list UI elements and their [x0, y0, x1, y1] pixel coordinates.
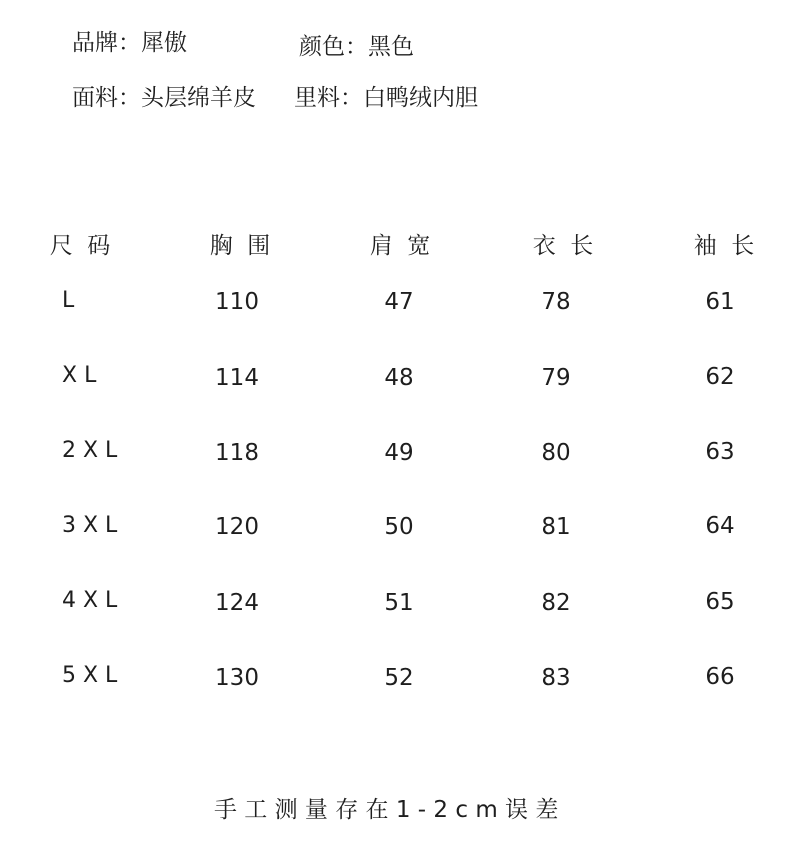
size-cell: L	[62, 288, 75, 313]
color-row	[299, 33, 414, 61]
shoulder-cell: 51	[384, 590, 414, 616]
header-size: 尺 码	[49, 233, 111, 259]
header-chest: 胸 围	[209, 233, 271, 259]
chest-cell: 118	[215, 440, 259, 466]
size-cell: 3 X L	[62, 513, 118, 538]
sleeve-cell: 63	[705, 439, 735, 465]
size-cell: 5 X L	[62, 663, 118, 688]
color-value: 黑色	[368, 34, 414, 60]
sleeve-cell: 65	[705, 589, 735, 615]
size-cell: 2 X L	[62, 438, 118, 463]
sleeve-cell: 66	[705, 664, 735, 690]
shoulder-cell: 52	[384, 665, 414, 691]
lining-value: 白鸭绒内胆	[363, 85, 478, 111]
sleeve-cell: 64	[705, 513, 735, 539]
length-cell: 81	[541, 514, 571, 540]
lining-row	[294, 84, 478, 112]
shoulder-cell: 49	[384, 440, 414, 466]
fabric-label: 面料：	[72, 85, 141, 111]
length-cell: 78	[541, 289, 571, 315]
size-cell: 4 X L	[62, 588, 118, 613]
shoulder-cell: 48	[384, 365, 414, 391]
sleeve-cell: 61	[705, 289, 735, 315]
header-length: 衣 长	[532, 233, 594, 259]
header-shoulder: 肩 宽	[369, 233, 431, 259]
lining-label: 里料：	[294, 85, 363, 111]
color-label: 颜色：	[299, 34, 368, 60]
sleeve-cell: 62	[705, 364, 735, 390]
brand-value: 犀傲	[141, 30, 187, 56]
size-cell: X L	[62, 363, 97, 388]
chest-cell: 110	[215, 289, 259, 315]
fabric-row	[72, 84, 256, 112]
shoulder-cell: 50	[384, 514, 414, 540]
shoulder-cell: 47	[384, 289, 414, 315]
chest-cell: 124	[215, 590, 259, 616]
length-cell: 80	[541, 440, 571, 466]
chest-cell: 120	[215, 514, 259, 540]
length-cell: 82	[541, 590, 571, 616]
chest-cell: 114	[215, 365, 259, 391]
length-cell: 83	[541, 665, 571, 691]
header-sleeve: 袖 长	[693, 233, 755, 259]
brand-label: 品牌：	[72, 30, 141, 56]
chest-cell: 130	[215, 665, 259, 691]
brand-row	[72, 29, 187, 57]
fabric-value: 头层绵羊皮	[141, 85, 256, 111]
length-cell: 79	[541, 365, 571, 391]
measurement-note: 手 工 测 量 存 在 1 - 2 c m 误 差	[214, 797, 559, 823]
